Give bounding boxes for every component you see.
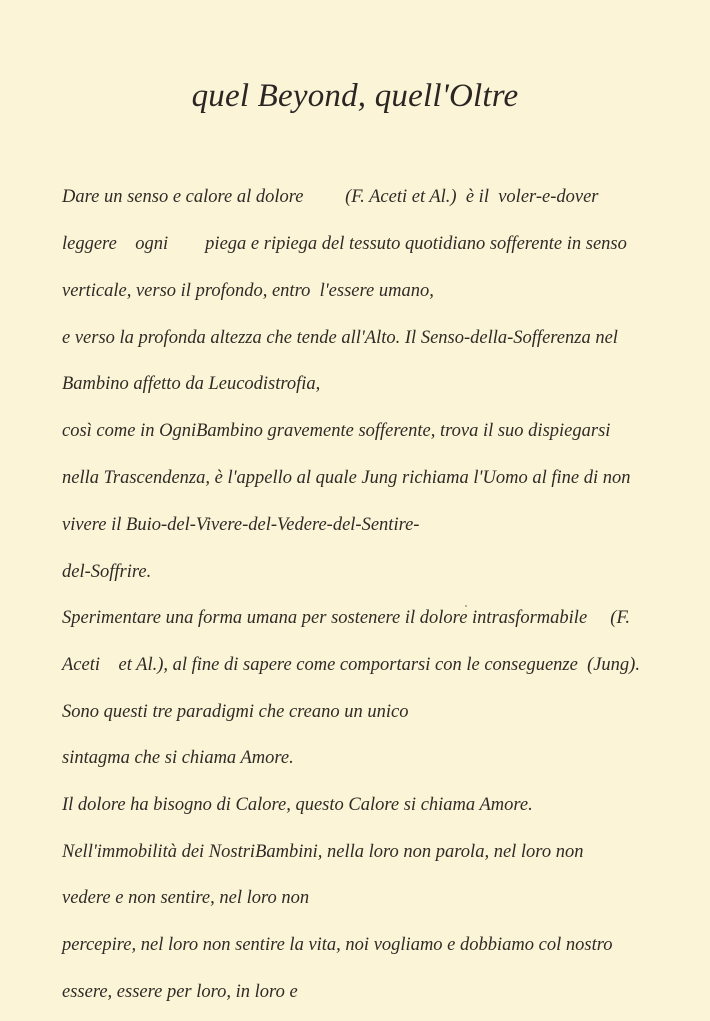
text-line: del-Soffrire.: [62, 562, 152, 582]
text-line: vivere il Buio-del-Vivere-del-Vedere-del-Sentire-: [62, 515, 420, 535]
text-line: sintagma che si chiama Amore.: [62, 748, 294, 768]
text-line: Il dolore ha bisogno di Calore, questo Calore si chiama Amore.: [62, 795, 533, 815]
text-line: Nell'immobilità dei NostriBambini, nella loro non parola, nel loro non: [62, 842, 584, 862]
text-line: Sono questi tre paradigmi che creano un unico: [62, 702, 409, 722]
text-line: essere, essere per loro, in loro e: [62, 982, 298, 1002]
text-line: Aceti et Al.), al fine di sapere come comportarsi con le conseguenze (Jung).: [62, 655, 640, 675]
text-line: verticale, verso il profondo, entro l'essere umano,: [62, 281, 434, 301]
text-line: così come in OgniBambino gravemente sofferente, trova il suo dispiegarsi: [62, 421, 611, 441]
text-line: leggere ogni piega e ripiega del tessuto quotidiano sofferente in senso: [62, 234, 627, 254]
text-line: e verso la profonda altezza che tende all'Alto. Il Senso-della-Sofferenza nel: [62, 328, 618, 348]
text-line: Dare un senso e calore al dolore (F. Aceti et Al.) è il voler-e-dover: [62, 187, 599, 207]
paper-speck: [465, 605, 467, 607]
text-line: percepire, nel loro non sentire la vita, noi vogliamo e dobbiamo col nostro: [62, 935, 613, 955]
text-line: nella Trascendenza, è l'appello al quale Jung richiama l'Uomo al fine di non: [62, 468, 631, 488]
text-line: Bambino affetto da Leucodistrofia,: [62, 374, 321, 394]
text-line: vedere e non sentire, nel loro non: [62, 888, 310, 908]
page-title: quel Beyond, quell'Oltre: [191, 78, 519, 114]
text-line: Sperimentare una forma umana per sostenere il dolore intrasformabile (F.: [62, 608, 630, 628]
